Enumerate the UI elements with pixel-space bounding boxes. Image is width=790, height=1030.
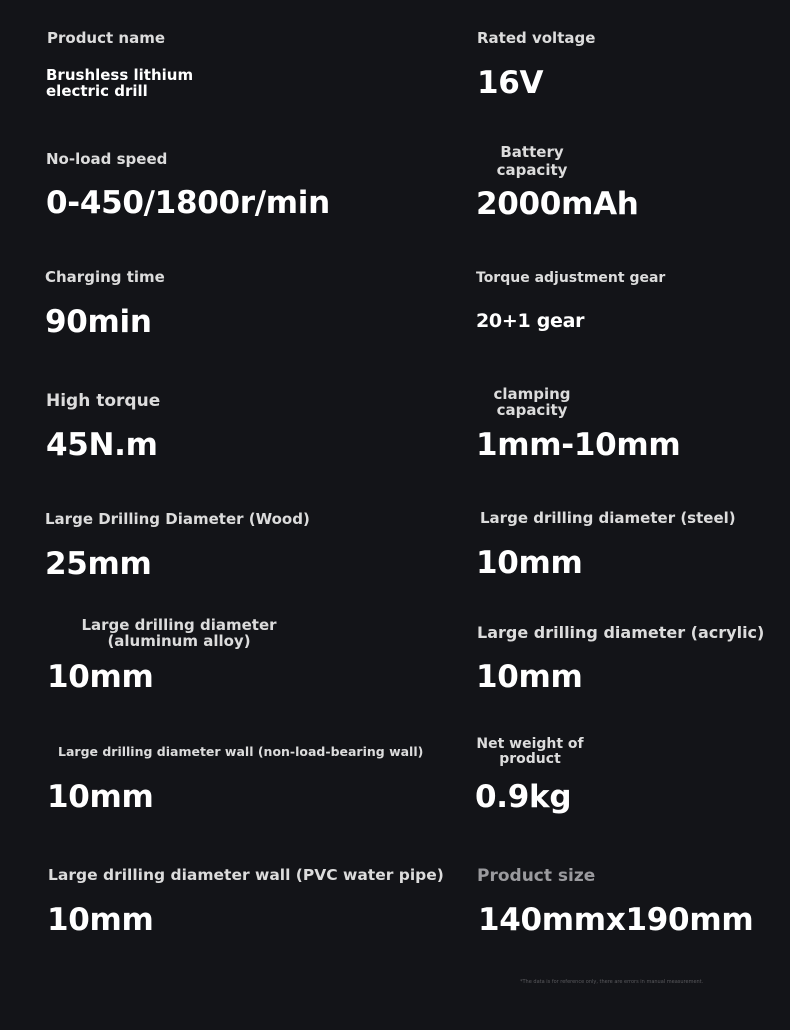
spec-product-name-value [46,67,216,99]
spec-label: Battery capacity [496,143,568,179]
spec-drill-wall-value [47,779,154,815]
spec-label: Charging time [45,268,165,286]
spec-drill-steel-value [476,545,583,581]
spec-label: Large Drilling Diameter (Wood) [45,510,310,528]
spec-drill-aluminum [45,617,313,649]
spec-label: Large drilling diameter (steel) [480,509,736,527]
spec-value: Brushless lithium electric drill [46,66,194,100]
spec-clamping-capacity [476,385,681,463]
spec-value: 16V [477,65,544,101]
spec-label: Large drilling diameter (aluminum alloy) [81,616,277,650]
spec-drill-wall [58,745,423,759]
spec-drill-steel [480,510,736,527]
spec-torque-gear [476,270,666,332]
spec-label: Rated voltage [477,29,596,47]
spec-net-weight [474,737,586,767]
spec-value: 20+1 gear [476,310,585,332]
disclaimer-note: *The data is for reference only, there are errors in manual measurement. [520,979,704,985]
spec-charging-time [45,268,165,340]
spec-drill-aluminum-value [47,659,154,695]
spec-no-load-speed [46,150,330,221]
spec-drill-acrylic [477,624,764,641]
spec-value: 10mm [47,659,154,695]
spec-product-name [47,30,165,47]
spec-value: 10mm [47,902,154,938]
spec-label: Large drilling diameter (acrylic) [477,623,765,642]
spec-label: Product name [47,29,166,47]
spec-value: 10mm [476,659,583,695]
spec-value: 45N.m [46,427,158,463]
spec-label: Torque adjustment gear [476,270,666,286]
spec-value: 10mm [47,779,154,815]
spec-value: 1mm-10mm [476,427,681,463]
spec-label: Large drilling diameter wall (non-load-bearing wall) [58,744,424,759]
spec-high-torque [46,391,161,463]
spec-rated-voltage [477,29,596,101]
spec-drill-wood [45,510,310,582]
spec-label: Product size [477,866,596,886]
spec-value: 0-450/1800r/min [46,185,330,221]
spec-label: Large drilling diameter wall (PVC water pipe) [48,866,444,884]
spec-drill-acrylic-value [476,659,583,695]
spec-label: No-load speed [46,150,168,168]
spec-value: 25mm [45,546,152,582]
spec-product-size [477,866,754,938]
spec-battery-capacity [476,143,639,222]
spec-drill-pvc [47,866,444,938]
spec-label: High torque [46,391,161,411]
spec-value: 0.9kg [475,779,572,815]
spec-label: Net weight of product [476,736,584,767]
spec-value: 10mm [476,545,583,581]
spec-label: clamping capacity [493,385,571,419]
spec-value: 140mmx190mm [478,902,754,938]
spec-value: 90min [45,304,152,340]
spec-net-weight-value [475,779,571,815]
spec-value: 2000mAh [476,186,639,222]
